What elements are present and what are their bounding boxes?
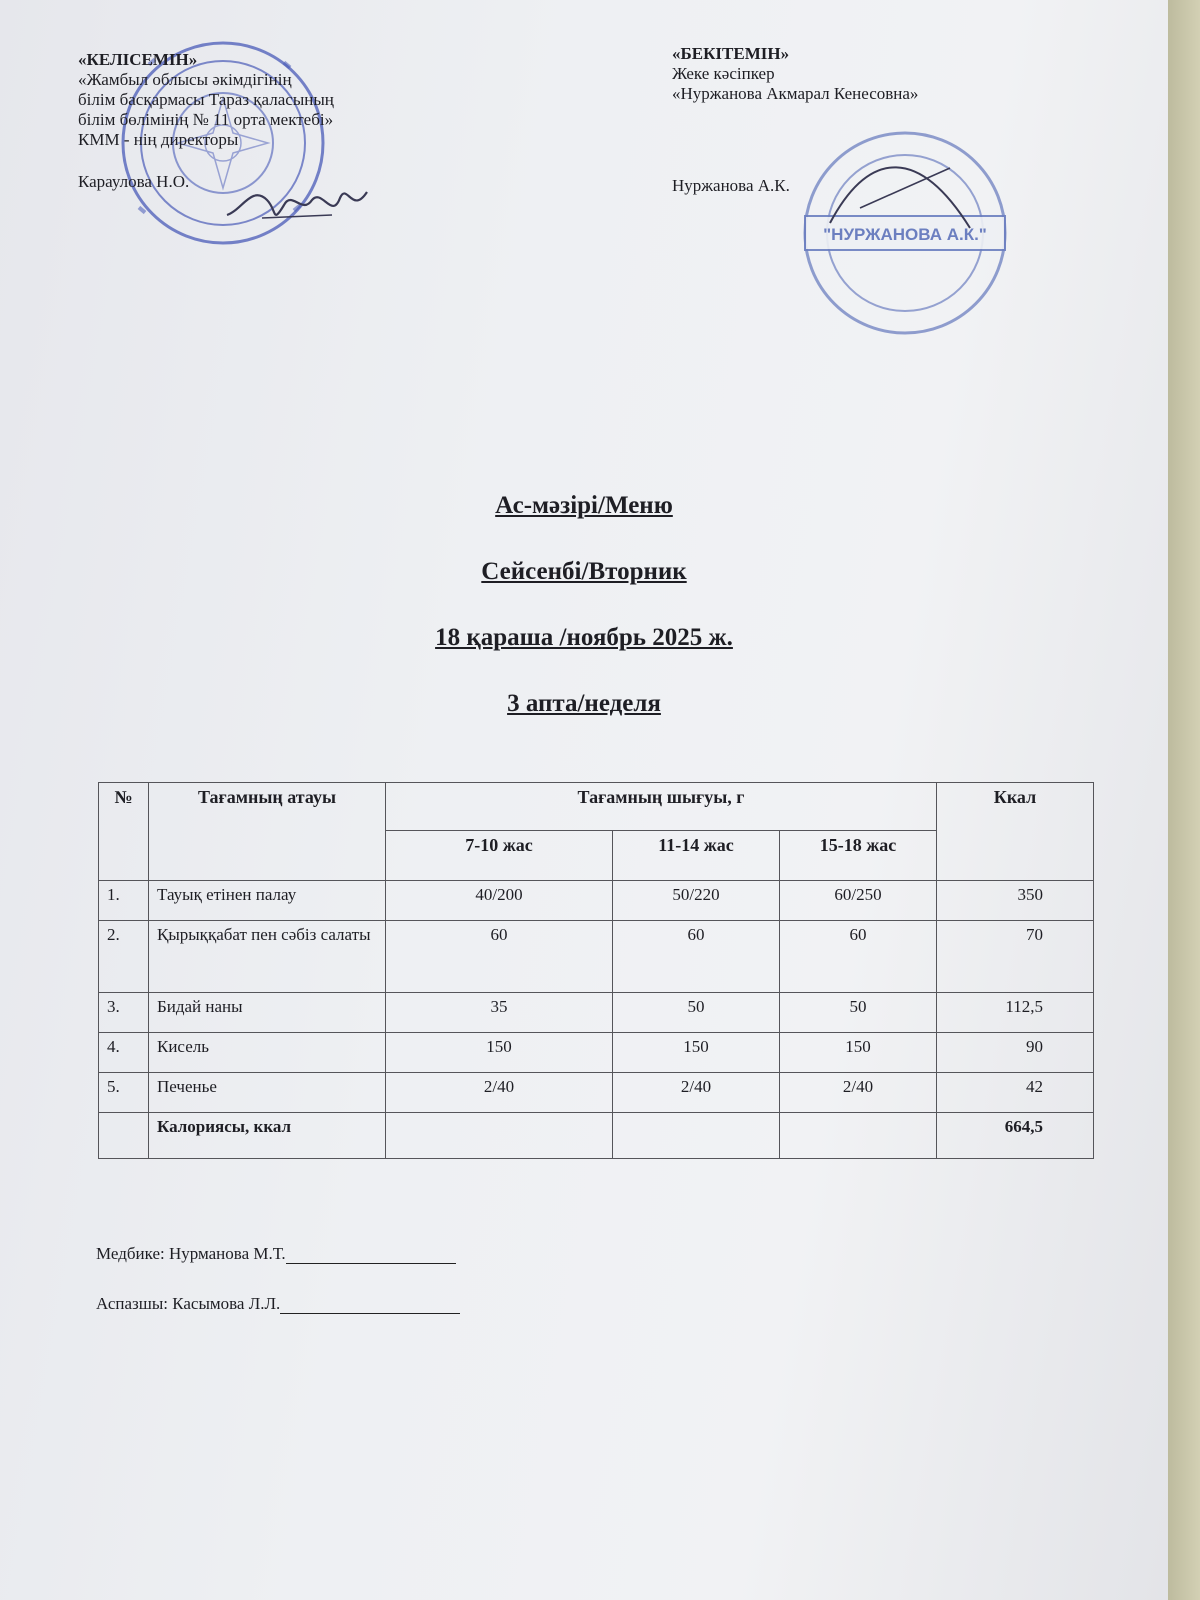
row-yield-15-18: 2/40 (780, 1073, 937, 1113)
approval-left-line-3: білім бөлімінің № 11 орта мектебі» (78, 110, 334, 129)
row-number: 1. (99, 881, 149, 921)
header-dish-name: Тағамның атауы (149, 783, 386, 881)
week-title: 3 апта/неделя (507, 690, 661, 717)
approval-left-heading: «КЕЛІСЕМІН» (78, 50, 198, 69)
total-kcal: 664,5 (937, 1113, 1094, 1159)
header-yield: Тағамның шығуы, г (386, 783, 937, 831)
row-kcal: 112,5 (937, 993, 1094, 1033)
row-yield-11-14: 150 (613, 1033, 780, 1073)
approval-right-line-2: «Нуржанова Акмарал Кенесовна» (672, 84, 919, 103)
approval-left-line-4: КММ - нің директоры (78, 130, 239, 149)
row-kcal: 42 (937, 1073, 1094, 1113)
approval-right (672, 44, 1012, 196)
row-number: 5. (99, 1073, 149, 1113)
row-yield-11-14: 2/40 (613, 1073, 780, 1113)
row-dish-name: Тауық етінен палау (149, 881, 386, 921)
header-kcal: Ккал (937, 783, 1094, 881)
row-yield-7-10: 2/40 (386, 1073, 613, 1113)
cook-signature-line (96, 1294, 460, 1314)
approval-left-line-1: «Жамбыл облысы әкімдігінің (78, 70, 292, 89)
day-title: Сейсенбі/Вторник (481, 558, 687, 585)
nurse-signature-line (96, 1244, 456, 1264)
row-yield-15-18: 150 (780, 1033, 937, 1073)
row-yield-15-18: 60/250 (780, 881, 937, 921)
page-title: Ас-мәзірі/Меню (495, 492, 673, 519)
row-yield-11-14: 50 (613, 993, 780, 1033)
header-age-7-10: 7-10 жас (386, 831, 613, 881)
table-surface (1168, 0, 1200, 1600)
row-number: 4. (99, 1033, 149, 1073)
row-kcal: 90 (937, 1033, 1094, 1073)
row-yield-7-10: 150 (386, 1033, 613, 1073)
approval-left-signer: Караулова Н.О. (78, 172, 190, 191)
header-age-11-14: 11-14 жас (613, 831, 780, 881)
row-yield-11-14: 60 (613, 921, 780, 993)
header-age-15-18: 15-18 жас (780, 831, 937, 881)
header-number: № (99, 783, 149, 881)
row-kcal: 70 (937, 921, 1094, 993)
approval-left (78, 50, 418, 192)
table-row (99, 921, 1094, 993)
menu-table (98, 782, 1094, 1159)
row-number: 3. (99, 993, 149, 1033)
approval-right-signer: Нуржанова А.К. (672, 176, 790, 195)
row-yield-15-18: 50 (780, 993, 937, 1033)
table-row (99, 1033, 1094, 1073)
approval-left-line-2: білім басқармасы Тараз қаласының (78, 90, 334, 109)
date-title: 18 қараша /ноябрь 2025 ж. (435, 624, 733, 651)
row-yield-7-10: 60 (386, 921, 613, 993)
table-row (99, 993, 1094, 1033)
cook-label: Аспазшы: Касымова Л.Л. (96, 1294, 281, 1313)
row-kcal: 350 (937, 881, 1094, 921)
approval-right-heading: «БЕКІТЕМІН» (672, 44, 790, 63)
table-row (99, 881, 1094, 921)
row-yield-15-18: 60 (780, 921, 937, 993)
row-yield-11-14: 50/220 (613, 881, 780, 921)
row-dish-name: Қырыққабат пен сәбіз салаты (149, 921, 386, 993)
total-row (99, 1113, 1094, 1159)
total-label: Калориясы, ккал (149, 1113, 386, 1159)
nurse-label: Медбике: Нурманова М.Т. (96, 1244, 286, 1263)
right-seal-text: "НУРЖАНОВА А.К." (823, 225, 987, 244)
row-dish-name: Печенье (149, 1073, 386, 1113)
row-dish-name: Кисель (149, 1033, 386, 1073)
row-yield-7-10: 35 (386, 993, 613, 1033)
approval-right-line-1: Жеке кәсіпкер (672, 64, 775, 83)
row-number: 2. (99, 921, 149, 993)
row-dish-name: Бидай наны (149, 993, 386, 1033)
table-row (99, 1073, 1094, 1113)
row-yield-7-10: 40/200 (386, 881, 613, 921)
